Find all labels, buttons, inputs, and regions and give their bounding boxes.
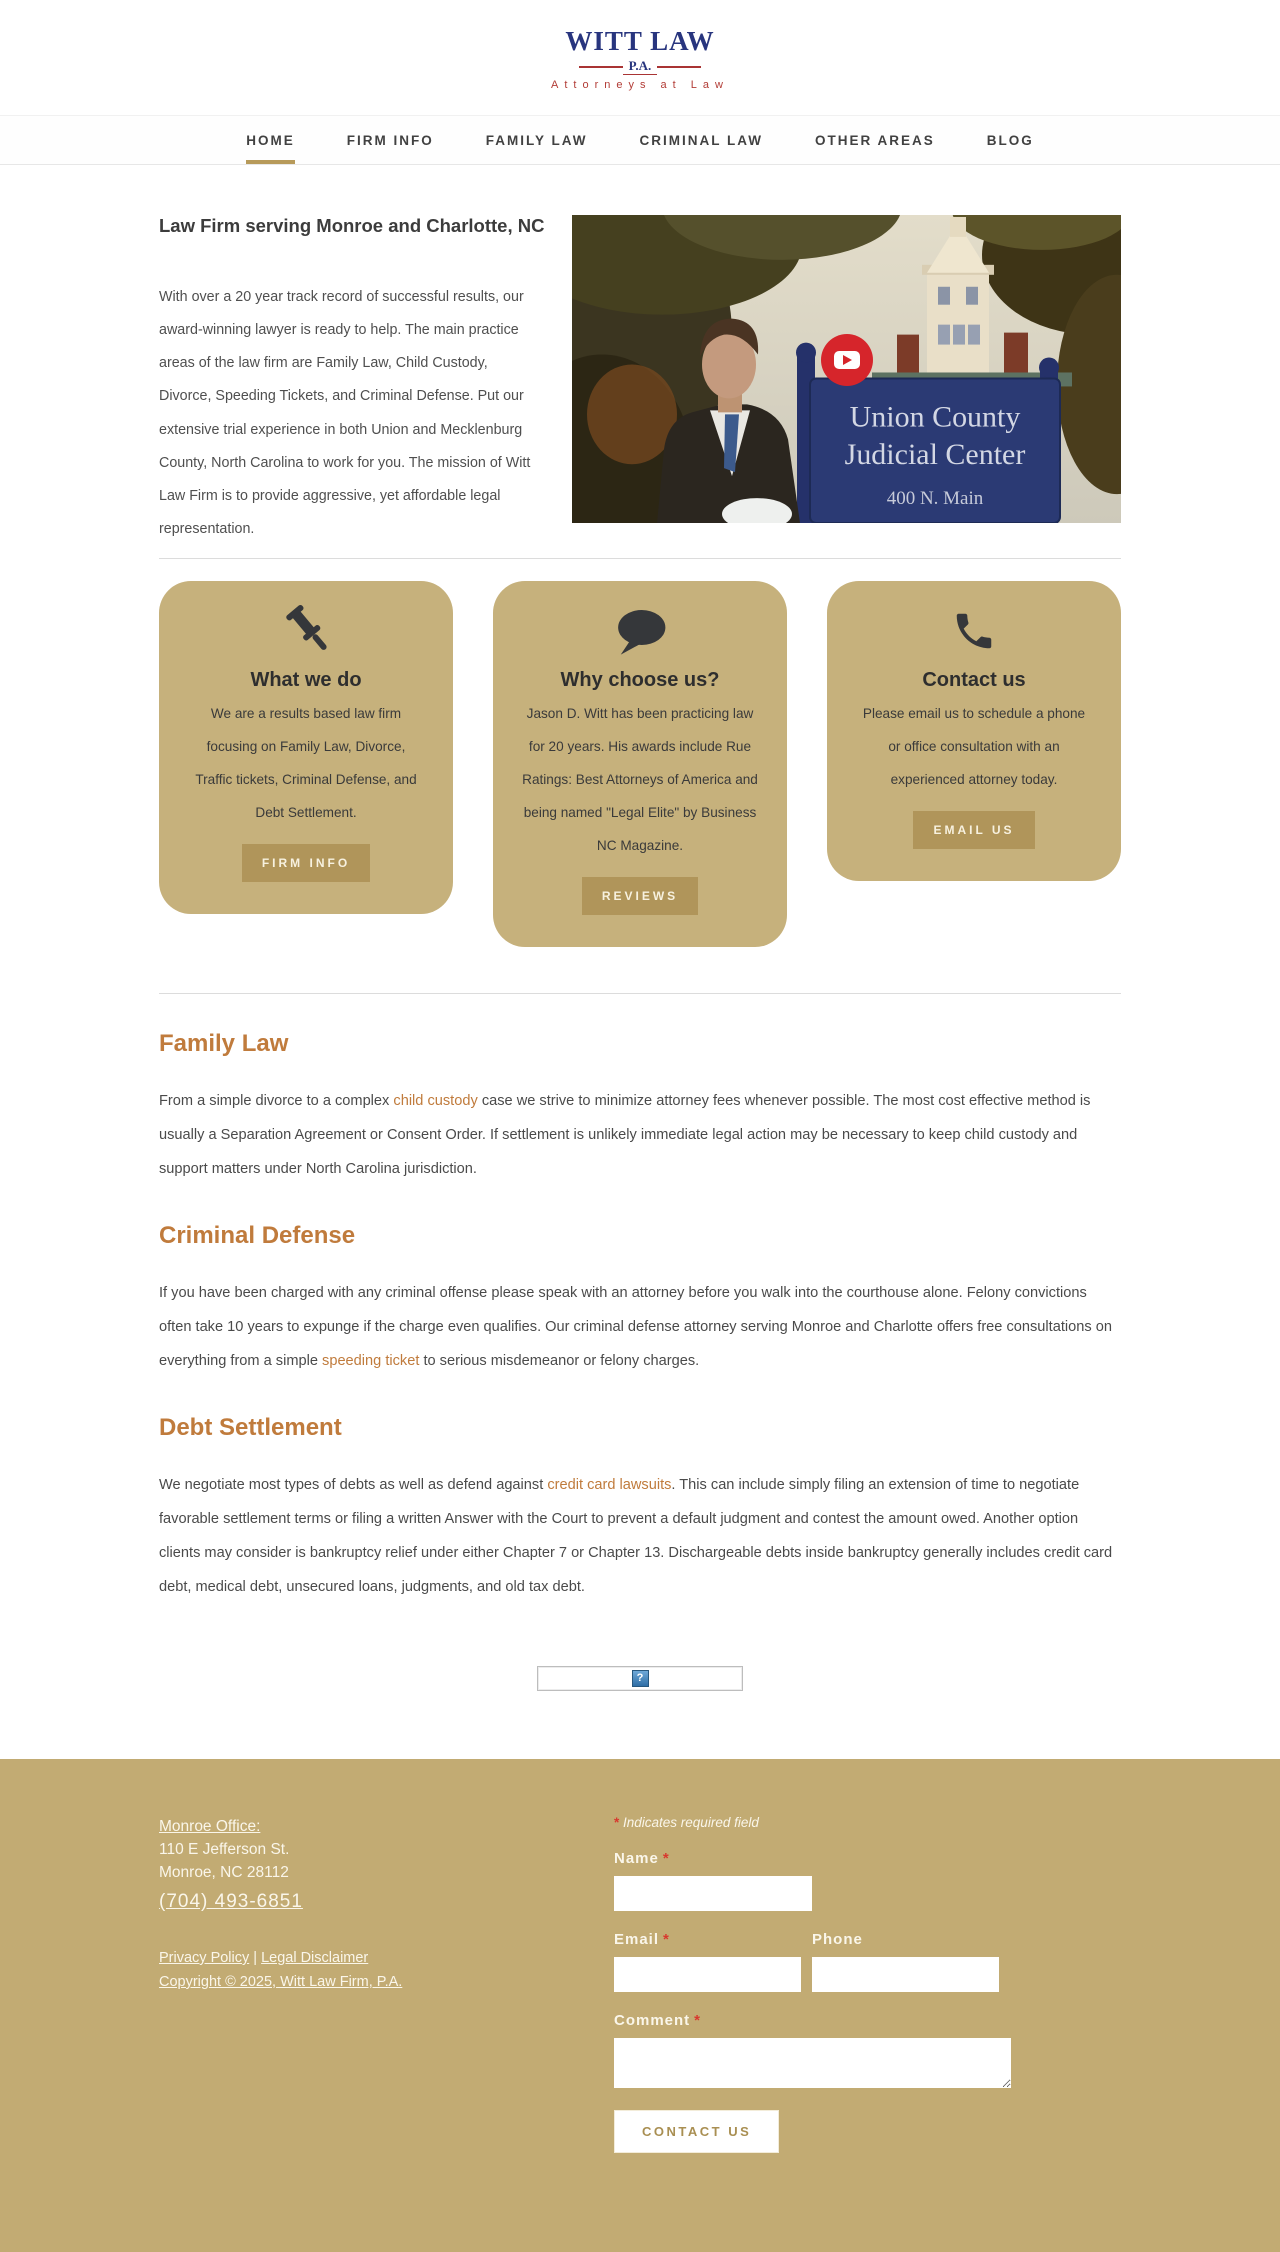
- page-title: Law Firm serving Monroe and Charlotte, NC: [159, 215, 545, 236]
- sign-line-1: Union County: [849, 400, 1021, 434]
- address-line-2: Monroe, NC 28112: [159, 1864, 289, 1882]
- nav-item-other-areas[interactable]: [815, 116, 935, 164]
- hero-section: [159, 165, 1121, 546]
- sign-line-3: 400 N. Main: [886, 488, 984, 510]
- required-asterisk: *: [662, 1849, 670, 1867]
- card-title: Why choose us?: [560, 669, 720, 692]
- phone-icon: [855, 603, 1093, 659]
- section-title: Family Law: [159, 1029, 289, 1057]
- child-custody-link[interactable]: child custody: [393, 1092, 478, 1109]
- required-note-text: Indicates required field: [619, 1814, 759, 1830]
- active-tab-underline: [246, 160, 295, 164]
- site-header: [0, 0, 1280, 115]
- section-paragraph: [159, 1084, 1121, 1186]
- name-label: [614, 1850, 1011, 1867]
- contact-form: [614, 1815, 1011, 2153]
- email-field[interactable]: [614, 1957, 801, 1992]
- section-text: From a simple divorce to a complex: [159, 1092, 394, 1109]
- intro-video-thumbnail[interactable]: [572, 215, 1121, 523]
- logo-title: WITT LAW: [565, 26, 715, 56]
- email-us-button[interactable]: EMAIL US: [913, 811, 1034, 849]
- section-text: . This can include simply filing an extension of time to negotiate favorable settlement terms or filing a written Answer with the Court to prevent a default judgment and contest the amount owed. Another option clients may consider is bankruptcy relief under either Chapter 7 or Chapter 13. Dischargeable debts inside bankruptcy generally includes credit card debt, medical debt, unsecured loans, judgments, and old tax debt.: [159, 1476, 1113, 1595]
- card-title: What we do: [250, 669, 362, 692]
- nav-item-criminal-law[interactable]: [640, 116, 764, 164]
- nav-item-blog[interactable]: [987, 116, 1034, 164]
- section-text: case we strive to minimize attorney fees whenever possible. The most cost effective method is usually a Separation Agreement or Consent Order. If settlement is unlikely immediate legal action may be necessary to keep child custody and support matters under North Carolina jurisdiction.: [159, 1092, 1091, 1177]
- reviews-button[interactable]: REVIEWS: [582, 877, 698, 915]
- legal-links: [159, 1947, 614, 1971]
- legal-disclaimer-link[interactable]: Legal Disclaimer: [261, 1949, 369, 1966]
- broken-image-icon: ?: [632, 1670, 649, 1687]
- comment-label-text: Comment: [614, 2011, 691, 2029]
- embedded-widget-placeholder[interactable]: [537, 1666, 743, 1691]
- required-asterisk: *: [663, 1930, 670, 1948]
- copyright-link[interactable]: Copyright © 2025, Witt Law Firm, P.A.: [159, 1973, 403, 1990]
- phone-field[interactable]: [812, 1957, 999, 1992]
- hero-paragraph: With over a 20 year track record of successful results, our award-winning lawyer is ready to help. The main practice areas of the law firm are Family Law, Child Custody, Divorce, Speeding Tickets, and Criminal Defense. Put our extensive trial experience in both Union and Mecklenburg County, North Carolina to work for you. The mission of Witt Law Firm is to provide aggressive, yet affordable legal representation.: [159, 289, 531, 538]
- sign-line-2: Judicial Center: [844, 438, 1026, 472]
- speeding-ticket-link[interactable]: speeding ticket: [322, 1352, 420, 1369]
- card-text: Jason D. Witt has been practicing law for 20 years. His awards include Rue Ratings: Best Attorneys of America and being named "Legal Elite" by Business NC Magazine.: [522, 706, 758, 853]
- site-footer: [0, 1759, 1280, 2252]
- section-text: If you have been charged with any criminal offense please speak with an attorney before you walk into the courthouse alone. Felony convictions often take 10 years to expunge if the charge even qualifies. Our criminal defense attorney serving Monroe and Charlotte offers free consultations on everything from a simple: [159, 1284, 1112, 1369]
- required-asterisk: *: [614, 1814, 620, 1830]
- section-criminal-defense: [159, 1222, 1121, 1378]
- card-what-we-do: [159, 581, 453, 914]
- name-field[interactable]: [614, 1876, 812, 1911]
- credit-card-lawsuits-link[interactable]: credit card lawsuits: [547, 1476, 672, 1493]
- logo-rule-left: [579, 66, 623, 68]
- required-field-note: [614, 1815, 1011, 1830]
- footer-office-column: [159, 1815, 614, 2153]
- required-asterisk: *: [694, 2011, 702, 2029]
- card-text: Please email us to schedule a phone or office consultation with an experienced attorney today.: [862, 706, 1086, 788]
- phone-label-text: Phone: [812, 1930, 863, 1948]
- feature-cards: [159, 581, 1121, 946]
- links-separator: |: [249, 1949, 262, 1966]
- nav-item-family-law[interactable]: [486, 116, 588, 164]
- card-title: Contact us: [922, 669, 1026, 692]
- section-paragraph: [159, 1468, 1121, 1604]
- nav-item-firm-info-label: FIRM INFO: [346, 132, 434, 148]
- youtube-play-icon[interactable]: [821, 334, 873, 386]
- nav-item-blog-label: BLOG: [986, 132, 1034, 148]
- nav-item-criminal-law-label: CRIMINAL LAW: [639, 132, 763, 148]
- nav-item-other-areas-label: OTHER AREAS: [815, 132, 935, 148]
- section-title: Debt Settlement: [159, 1413, 342, 1441]
- section-text: to serious misdemeanor or felony charges.: [419, 1352, 700, 1369]
- nav-item-home[interactable]: [246, 116, 295, 164]
- divider: [159, 993, 1121, 994]
- card-why-choose-us: [493, 581, 787, 946]
- monroe-office-link[interactable]: Monroe Office:: [159, 1817, 261, 1835]
- email-label: [614, 1931, 801, 1948]
- contact-us-button[interactable]: CONTACT US: [614, 2110, 779, 2153]
- nav-item-firm-info[interactable]: [347, 116, 434, 164]
- phone-label: [812, 1931, 999, 1948]
- section-family-law: [159, 1030, 1121, 1186]
- logo-rule-right: [657, 66, 701, 68]
- name-label-text: Name: [614, 1849, 659, 1867]
- section-paragraph: [159, 1276, 1121, 1378]
- speech-bubble-icon: [521, 603, 759, 659]
- divider: [159, 558, 1121, 559]
- gavel-icon: [187, 603, 425, 659]
- card-text: We are a results based law firm focusing on Family Law, Divorce, Traffic tickets, Criminal Defense, and Debt Settlement.: [195, 706, 417, 820]
- email-label-text: Email: [614, 1930, 660, 1948]
- hero-text-column: [159, 215, 545, 546]
- logo-pa-row: [551, 58, 729, 75]
- privacy-policy-link[interactable]: Privacy Policy: [159, 1949, 250, 1966]
- logo-pa: P.A.: [623, 58, 658, 75]
- firm-logo[interactable]: [551, 26, 729, 91]
- section-text: We negotiate most types of debts as well as defend against: [159, 1476, 548, 1493]
- comment-label: [614, 2012, 1011, 2029]
- nav-item-home-label: HOME: [246, 132, 295, 148]
- firm-info-button[interactable]: FIRM INFO: [242, 844, 370, 882]
- logo-tagline: Attorneys at Law: [551, 79, 729, 91]
- phone-number-link[interactable]: (704) 493-6851: [159, 1891, 303, 1913]
- address-line-1: 110 E Jefferson St.: [159, 1840, 290, 1858]
- nav-item-family-law-label: FAMILY LAW: [485, 132, 588, 148]
- main-nav: [0, 115, 1280, 165]
- section-title: Criminal Defense: [159, 1221, 356, 1249]
- section-debt-settlement: [159, 1414, 1121, 1604]
- comment-field[interactable]: [614, 2038, 1011, 2088]
- card-contact-us: [827, 581, 1121, 881]
